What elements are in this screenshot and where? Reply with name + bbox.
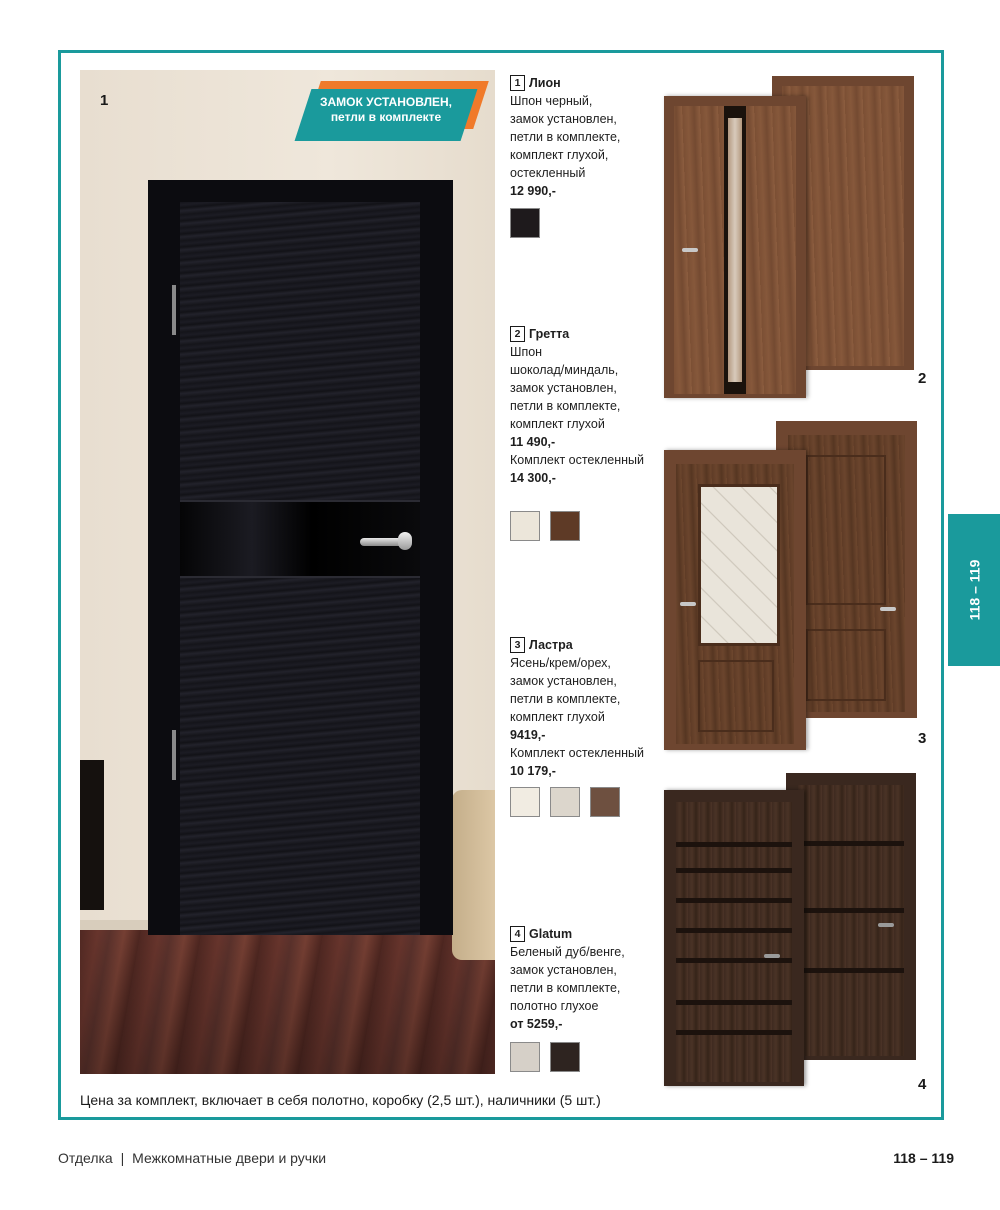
color-swatch-walnut xyxy=(590,787,620,817)
item-name: Ластра xyxy=(529,638,573,652)
main-photo-door-lion xyxy=(80,70,495,1074)
footer-separator: | xyxy=(120,1150,125,1166)
door-frosted-glass xyxy=(698,484,780,646)
color-swatch-wenge xyxy=(550,1042,580,1072)
door-handle-icon xyxy=(680,602,696,606)
hinge-icon xyxy=(172,730,176,780)
door-glass-strip xyxy=(728,118,742,382)
image-number-3: 3 xyxy=(918,730,927,747)
footer-breadcrumb xyxy=(58,1150,326,1166)
footer-section: Отделка xyxy=(58,1150,113,1166)
item-name: Glatum xyxy=(529,927,573,941)
image-number-2: 2 xyxy=(918,370,927,387)
dark-cabinet xyxy=(80,760,104,910)
item-name: Гретта xyxy=(529,327,570,341)
image-number-4: 4 xyxy=(918,1076,927,1093)
color-swatch-chocolate xyxy=(550,511,580,541)
color-swatch-almond xyxy=(510,511,540,541)
door-handle-icon xyxy=(682,248,698,252)
badge-text: ЗАМОК УСТАНОВЛЕН, петли в комплекте xyxy=(319,95,453,124)
item-name: Лион xyxy=(529,76,561,90)
item-price-glazed: 10 179,- xyxy=(510,764,556,778)
door-handle-icon xyxy=(764,954,780,958)
price-note: Цена за комплект, включает в себя полотно, коробку (2,5 шт.), наличники (5 шт.) xyxy=(80,1092,601,1108)
door-image-lastra-glazed xyxy=(664,450,806,750)
footer-category: Межкомнатные двери и ручки xyxy=(132,1150,327,1166)
item-price: 12 990,- xyxy=(510,184,556,198)
hinge-icon xyxy=(172,285,176,335)
footer-page-numbers: 118 – 119 xyxy=(893,1150,954,1166)
door-image-gretta-glazed xyxy=(664,96,806,398)
color-swatch-bleached-oak xyxy=(510,1042,540,1072)
item-description-4: 4 Glatum Беленый дуб/венге, замок установлен, петли в комплекте, полотно глухое от 5259,- xyxy=(510,925,660,1033)
item-description-3: 3 Ластра Ясень/крем/орех, замок установлен, петли в комплекте, комплект глухой 9419,- Комплект остекленный 10 179,- xyxy=(510,636,660,780)
item-price: 9419,- xyxy=(510,728,546,742)
item-number-box: 1 xyxy=(510,75,525,91)
color-swatch-cream xyxy=(550,787,580,817)
item-number-box: 3 xyxy=(510,637,525,653)
side-tab-pages: 118 – 119 xyxy=(966,559,982,621)
color-swatch-black xyxy=(510,208,540,238)
item-number-box: 2 xyxy=(510,326,525,342)
photo-number: 1 xyxy=(100,92,109,109)
item-price: от 5259,- xyxy=(510,1017,563,1031)
color-swatch-ash xyxy=(510,787,540,817)
item-description-2: 2 Гретта Шпон шоколад/миндаль, замок установлен, петли в комплекте, комплект глухой 11 490,- Комплект остекленный 14 300,- xyxy=(510,325,660,487)
item-price: 11 490,- xyxy=(510,435,556,449)
item-price-glazed: 14 300,- xyxy=(510,471,556,485)
door-image-glatum-back xyxy=(786,773,916,1060)
item-description-1: 1 Лион Шпон черный, замок установлен, петли в комплекте, комплект глухой, остекленный 12 990,- xyxy=(510,74,660,200)
door-image-glatum-front xyxy=(664,790,804,1086)
sofa xyxy=(452,790,495,960)
item-number-box: 4 xyxy=(510,926,525,942)
